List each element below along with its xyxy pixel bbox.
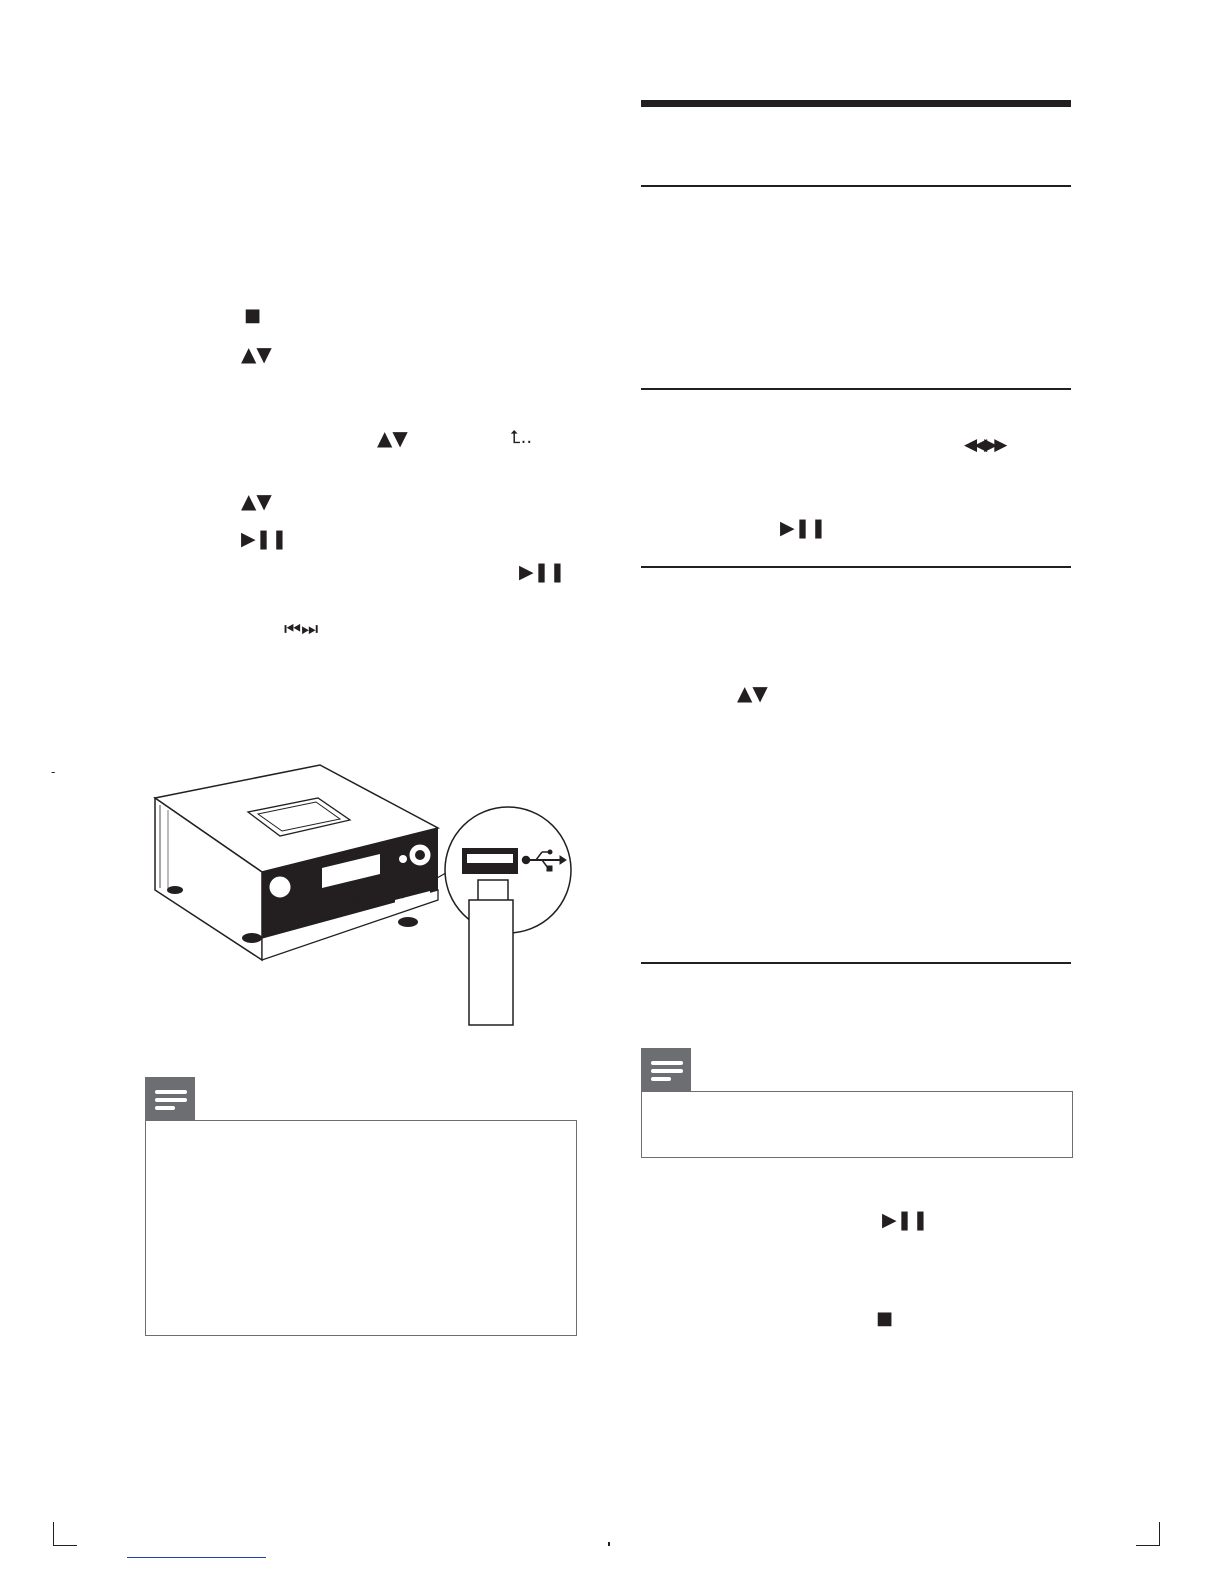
section-rule — [641, 185, 1071, 187]
up-down-icon: ▲▼ — [737, 681, 768, 705]
device-usb-illustration — [140, 760, 580, 1035]
play-pause-icon: ▶❚❚ — [780, 517, 827, 539]
play-pause-icon: ▶❚❚ — [882, 1209, 929, 1231]
section-rule — [641, 566, 1071, 568]
stop-icon: ■ — [876, 1308, 894, 1329]
section-rule — [641, 388, 1071, 390]
center-mark — [608, 1542, 610, 1546]
up-down-icon: ▲▼ — [241, 489, 272, 513]
up-down-icon: ▲▼ — [241, 342, 272, 366]
note-icon — [641, 1048, 691, 1092]
stop-icon: ■ — [244, 305, 262, 326]
dash-mark: - — [51, 765, 56, 779]
footer-link-underline — [127, 1557, 266, 1558]
rewind-fastforward-icon: ◀◀▶▶ — [964, 435, 1005, 455]
play-pause-icon: ▶❚❚ — [241, 528, 288, 550]
crop-mark — [1136, 1545, 1160, 1546]
crop-mark — [53, 1522, 54, 1546]
crop-mark — [53, 1545, 77, 1546]
section-rule — [641, 962, 1071, 964]
note-box-right — [641, 1091, 1073, 1158]
brand-label: PHILIPS — [336, 894, 365, 908]
note-box-left — [145, 1120, 577, 1336]
up-down-icon: ▲▼ — [377, 426, 408, 450]
chapter-rule — [641, 100, 1071, 107]
prev-next-icon: ⏮⏭ — [284, 618, 319, 640]
folder-up-icon: ⮤.. — [510, 427, 533, 448]
play-pause-icon: ▶❚❚ — [519, 561, 566, 583]
crop-mark — [1159, 1522, 1160, 1546]
note-icon — [145, 1077, 195, 1121]
